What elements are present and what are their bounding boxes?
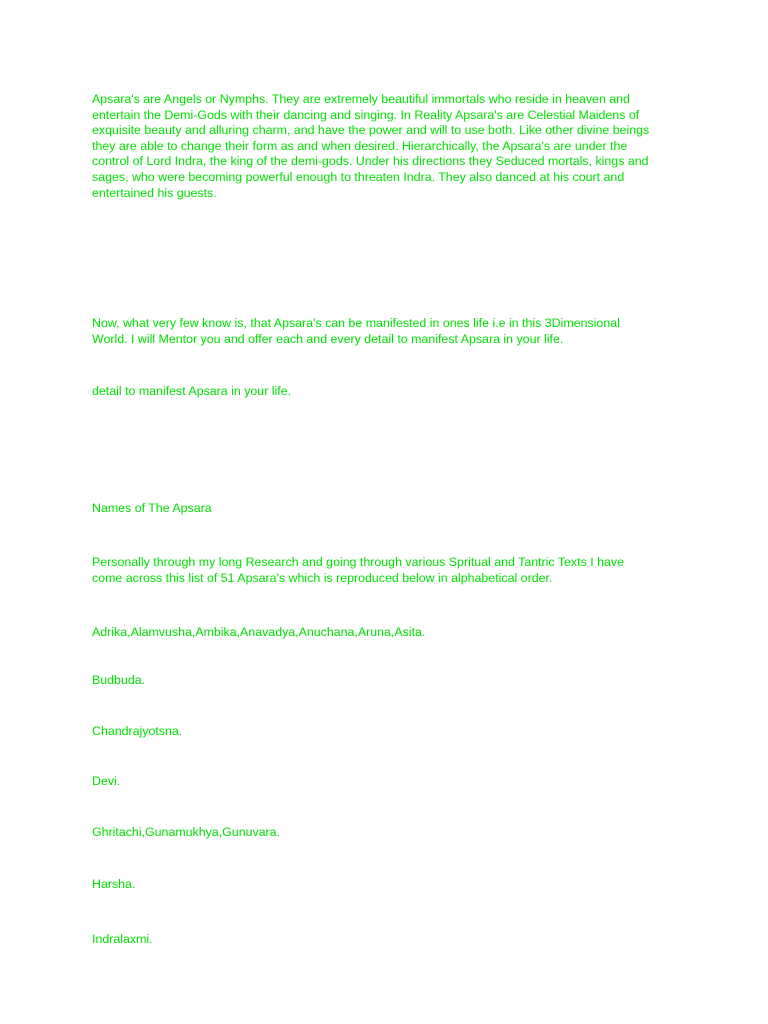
names-heading xyxy=(92,501,692,517)
list-item xyxy=(92,673,692,689)
intro-line: entertained his guests. xyxy=(92,185,217,200)
intro-line: Apsara's are Angels or Nymphs. They are extremely beautiful immortals who reside in heaven and xyxy=(92,92,630,106)
list-item xyxy=(92,932,692,948)
list-item xyxy=(92,774,692,790)
manifest-line: Now, what very few know is, that Apsara's can be manifested in ones life i.e in this 3Dimensional xyxy=(92,316,620,330)
research-line: come across this list of 51 Apsara's which is reproduced below in alphabetical order. xyxy=(92,570,553,585)
research-paragraph xyxy=(92,555,692,586)
research-line: Personally through my long Research and going through various Spritual and Tantric Texts I have xyxy=(92,555,624,569)
intro-line: control of Lord Indra, the king of the demi-gods. Under his directions they Seduced mortals, kings and xyxy=(92,154,649,169)
intro-line: exquisite beauty and alluring charm, and have the power and will to use both. Like other divine beings xyxy=(92,123,650,138)
intro-line: entertain the Demi-Gods with their dancing and singing. In Reality Apsara's are Celestial Maidens of xyxy=(92,107,640,122)
list-item xyxy=(92,877,692,893)
repeat-paragraph xyxy=(92,384,692,400)
names-group-d: Devi. xyxy=(92,774,121,788)
manifest-line: World. I will Mentor you and offer each and every detail to manifest Apsara in your life. xyxy=(92,331,564,346)
intro-line: sages, who were becoming powerful enough to threaten Indra. They also danced at his court and xyxy=(92,169,625,184)
manifest-paragraph xyxy=(92,316,692,347)
names-group-g: Ghritachi,Gunamukhya,Gunuvara. xyxy=(92,825,281,839)
names-group-b: Budbuda. xyxy=(92,673,146,687)
intro-paragraph xyxy=(92,92,692,201)
list-item xyxy=(92,724,692,740)
list-item xyxy=(92,825,692,841)
repeat-line: detail to manifest Apsara in your life. xyxy=(92,384,292,398)
names-heading-text: Names of The Apsara xyxy=(92,501,212,515)
intro-line: they are able to change their form as and when desired. Hierarchically, the Apsara's are under the xyxy=(92,138,628,153)
names-group-a: Adrika,Alamvusha,Ambika,Anavadya,Anuchana,Aruna,Asita. xyxy=(92,625,426,639)
names-group-h: Harsha. xyxy=(92,877,136,891)
names-group-i: Indralaxmi. xyxy=(92,932,153,946)
names-group-c: Chandrajyotsna. xyxy=(92,724,183,738)
list-item xyxy=(92,625,692,641)
